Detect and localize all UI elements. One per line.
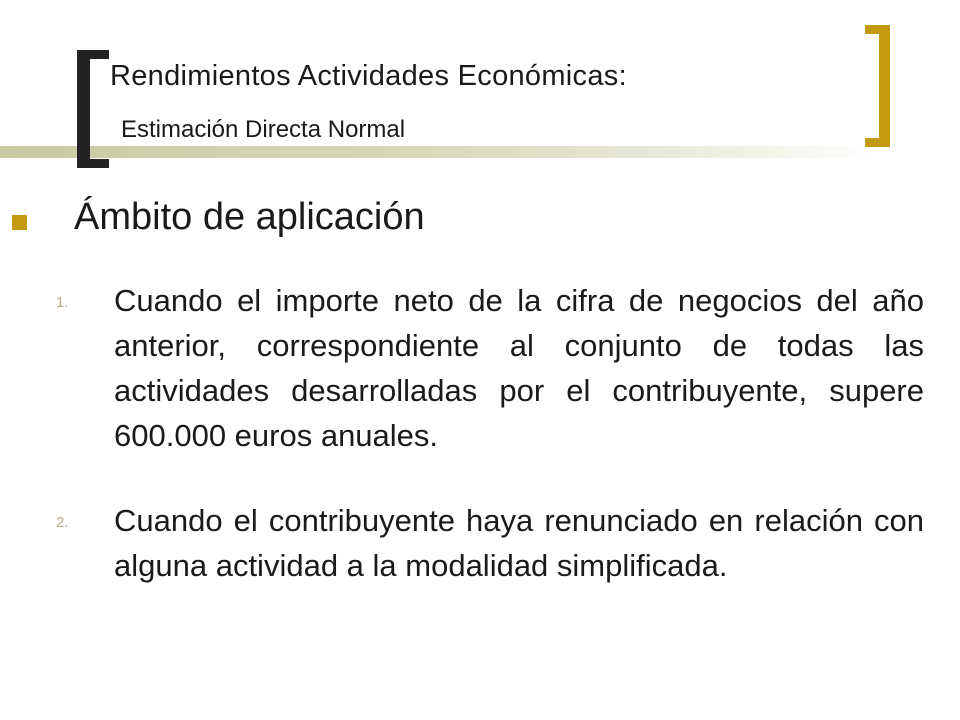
square-bullet-icon [12, 215, 27, 230]
slide-subtitle: Estimación Directa Normal [121, 116, 406, 143]
list-item-text: Cuando el contribuyente haya renunciado en relación con alguna actividad a la modalidad simplificada. [114, 503, 924, 583]
section-heading: Ámbito de aplicación [74, 196, 425, 238]
header-band [0, 146, 880, 158]
list-item-number: 1. [56, 294, 69, 311]
list-item-text: Cuando el importe neto de la cifra de negocios del año anterior, correspondiente al conjunto de todas las actividades desarrolladas por el contribuyente, supere 600.000 euros anuales. [114, 283, 924, 453]
left-bracket-decoration [77, 50, 109, 168]
list-item-number: 2. [56, 514, 69, 531]
slide-title: Rendimientos Actividades Económicas: [110, 60, 627, 92]
right-bracket-decoration [865, 25, 890, 147]
